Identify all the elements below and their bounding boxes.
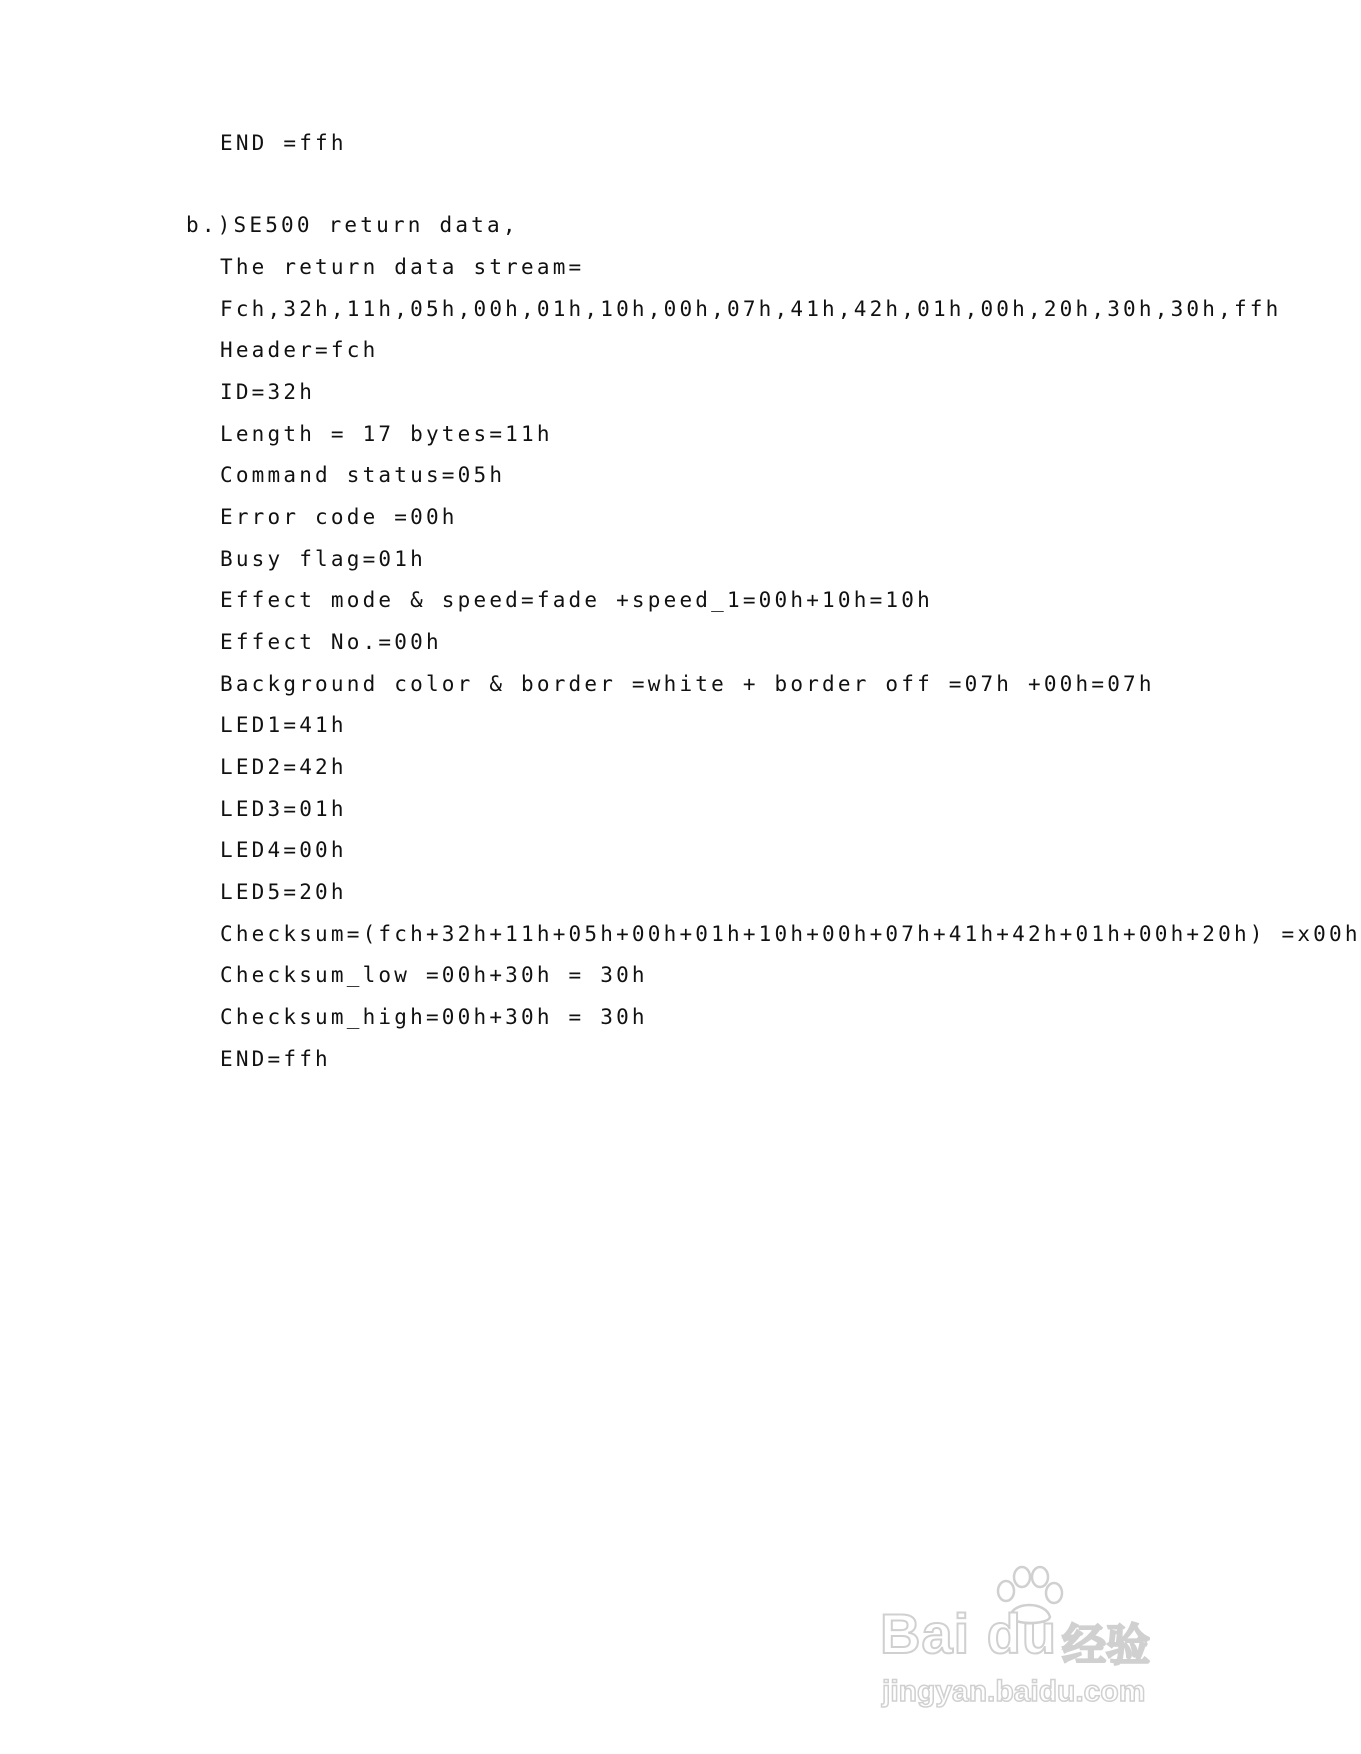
led4-line: LED4=00h (220, 838, 347, 862)
id-line: ID=32h (220, 380, 316, 404)
section-heading: b.)SE500 return data, (186, 213, 519, 237)
led5-line: LED5=20h (220, 880, 347, 904)
error-code-line: Error code =00h (220, 505, 458, 529)
led3-line: LED3=01h (220, 797, 347, 821)
busy-flag-line: Busy flag=01h (220, 547, 426, 571)
background-color-line: Background color & border =white + border off =07h +00h=07h (220, 672, 1155, 696)
header-line: Header=fch (220, 338, 379, 362)
effect-number-line: Effect No.=00h (220, 630, 442, 654)
effect-mode-line: Effect mode & speed=fade +speed_1=00h+10h=10h (220, 588, 933, 612)
led1-line: LED1=41h (220, 713, 347, 737)
led2-line: LED2=42h (220, 755, 347, 779)
length-line: Length = 17 bytes=11h (220, 422, 553, 446)
end-line: END=ffh (220, 1047, 331, 1071)
return-stream-label: The return data stream= (220, 255, 585, 279)
checksum-low-line: Checksum_low =00h+30h = 30h (220, 963, 648, 987)
end-line-top: END =ffh (220, 131, 347, 155)
checksum-line: Checksum=(fch+32h+11h+05h+00h+01h+10h+00h+07h+41h+42h+01h+00h+20h) =x00h (220, 922, 1361, 946)
checksum-high-line: Checksum_high=00h+30h = 30h (220, 1005, 648, 1029)
watermark (880, 1565, 1180, 1715)
watermark-chinese: 经验 (1062, 1620, 1150, 1671)
command-status-line: Command status=05h (220, 463, 506, 487)
watermark-brand: Bai du (880, 1602, 1058, 1665)
watermark-url: jingyan.baidu.com (882, 1675, 1146, 1708)
return-stream-bytes: Fch,32h,11h,05h,00h,01h,10h,00h,07h,41h,42h,01h,00h,20h,30h,30h,ffh (220, 297, 1282, 321)
